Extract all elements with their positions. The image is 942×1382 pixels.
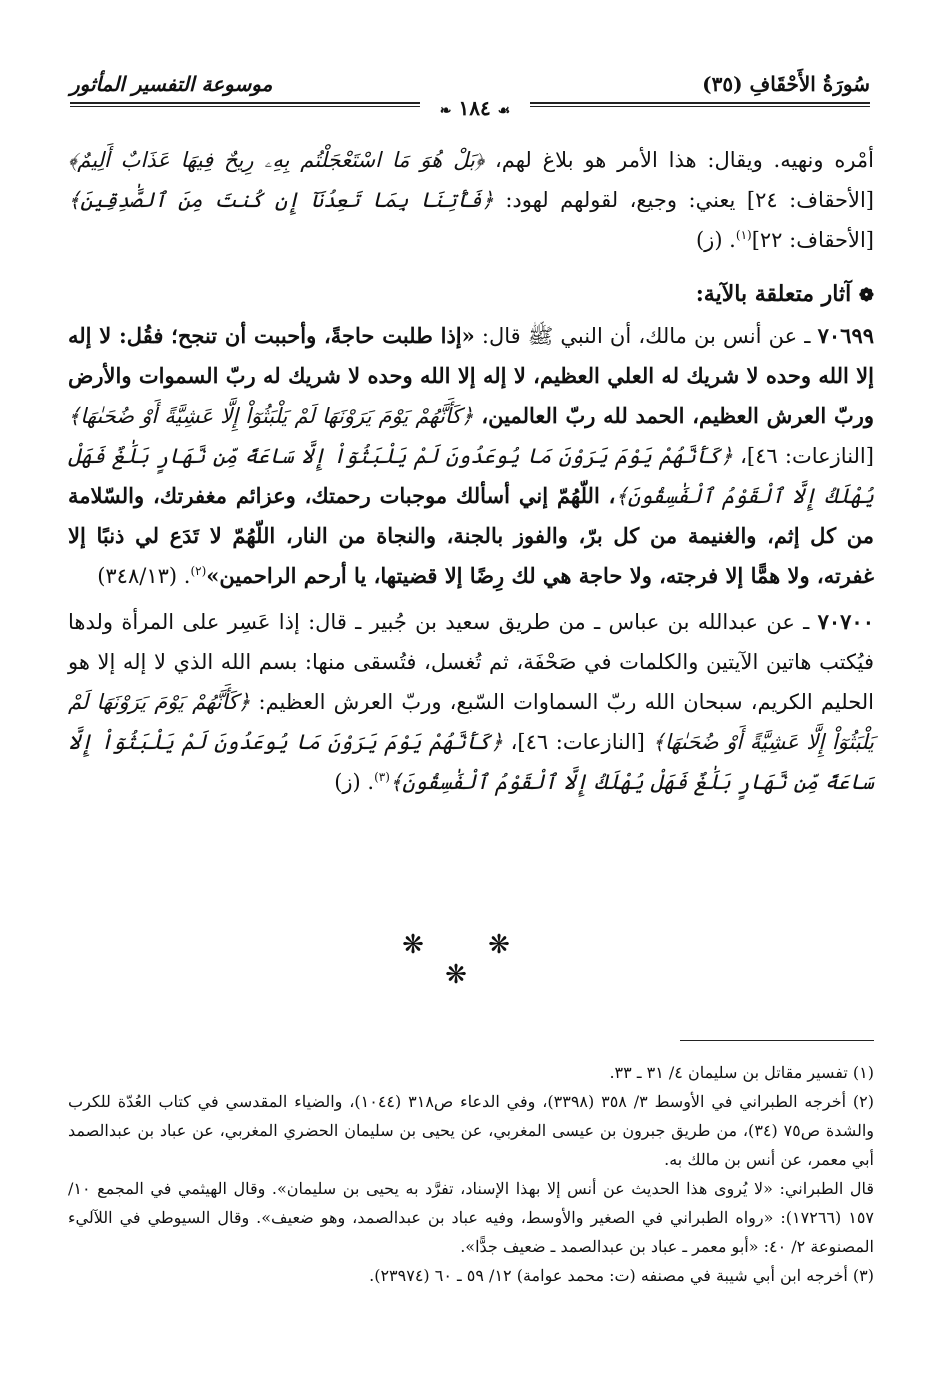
text: ـ عن عبدالله بن عباس ـ من طريق سعيد بن جُبير ـ قال: إذا عَسِر على المرأة ولدها فيُكتب هاتين الآيتين والكلمات في صَحْفَة، ثم تُغسل، فتُسقى منها: بسم الله الذي لا إله إلا هو الحليم الكريم، سبحان الله ربّ السماوات السّبع، وربّ العرش العظيم: <box>68 610 874 714</box>
page-ornament-left-icon: ❧ <box>439 103 452 119</box>
section-heading-text: آثار متعلقة بالآية: <box>695 281 852 307</box>
book-title: موسوعة التفسير المأثور <box>70 72 273 96</box>
page-number: ١٨٤ <box>458 96 491 120</box>
text: [الأحقاف: ٢٢] <box>751 228 874 252</box>
hadith-text: «إذا طلبت حاجةً، وأحببت أن تنجح؛ فقُل: لا إله إلا الله وحده لا شريك له العلي العظيم، لا إله إلا الله وحده لا شريك له ربّ السموات والأرض وربّ العرش العظيم، الحمد لله ربّ العالمين، <box>68 323 875 428</box>
athar-70700 <box>68 602 874 802</box>
hadith-text: ، اللّهُمّ إني أسألك موجبات رحمتك، وعزائم مغفرتك، والسّلامة من كل إثم، والغنيمة من كل برّ، والفوز بالجنة، والنجاة من النار، اللّهُمّ لا تَدَع لي ذنبًا إلا غفرته، ولا همًّا إلا فرجته، ولا حاجة هي لك رِضًا إلا قضيتها، يا أرحم الراحمين» <box>68 483 874 588</box>
quran-quote: ﴿كَأَنَّهُمْ يَوْمَ يَرَوْنَ مَا يُوعَدُونَ لَمْ يَلْبَثُوٓاْ إِلَّا سَاعَةً مِّن نَّهَارٍ بَلَٰغٌ فَهَلْ يُهْلَكُ إِلَّا ٱلْقَوْمُ ٱلْفَٰسِقُونَ﴾ <box>68 730 874 794</box>
main-text <box>68 140 874 802</box>
text: . (ز) <box>334 770 375 794</box>
text: أمْره ونهيه. ويقال: هذا الأمر هو بلاغ لهم، <box>484 148 875 172</box>
footnote-ref[interactable]: (١) <box>735 228 752 242</box>
flower-icon: ❁ <box>858 285 874 306</box>
footnote-2: (٢) أخرجه الطبراني في الأوسط ٣/ ٣٥٨ (٣٣٩٨)، وفي الدعاء ص٣١٨ (١٠٤٤)، والضياء المقدسي في كتاب العُدّة للكرب والشدة ص٧٥ (٣٤)، من طريق جبرون بن عيسى المغربي، عن يحيى بن سليمان الحضري المغربي، عن عباد بن عبدالصمد أبي معمر، عن أنس بن مالك به. <box>68 1092 875 1169</box>
footnote-1: (١) تفسير مقاتل بن سليمان ٤/ ٣١ ـ ٣٣. <box>609 1063 874 1082</box>
page-number-box <box>420 96 530 120</box>
footnote-ref[interactable]: (٢) <box>190 564 207 578</box>
section-divider-icon: ❋ ❋ ❋ <box>402 930 538 990</box>
athar-number: ٧٠٧٠٠ <box>817 609 874 634</box>
surah-title: سُورَةُ الأَحْقَافِ (٣٥) <box>702 72 870 96</box>
quran-quote: ﴿فَأْتِنَا بِمَا تَعِدُنَآ إِن كُنتَ مِنَ ٱلصَّٰدِقِينَ﴾ <box>68 188 494 212</box>
text: [الأحقاف: ٢٤] يعني: وجيع، لقولهم لهود: <box>493 188 875 212</box>
footnotes <box>68 1058 874 1290</box>
text: [النازعات: ٤٦]، <box>732 444 874 468</box>
quran-quote: ﴿بَلْ هُوَ مَا اسْتَعْجَلْتُم بِهِۦ رِيحٌ فِيهَا عَذَابٌ أَلِيمٌ﴾ <box>68 148 485 172</box>
quran-quote: ﴿كَأَنَّهُمْ يَوْمَ يَرَوْنَهَا لَمْ يَلْبَثُوٓاْ إِلَّا عَشِيَّةً أَوْ ضُحَىٰهَا﴾ <box>68 690 874 754</box>
quran-quote: ﴿كَأَنَّهُمْ يَوْمَ يَرَوْنَ مَا يُوعَدُونَ لَمْ يَلْبَثُوٓاْ إِلَّا سَاعَةً مِّن نَّهَارٍ بَلَٰغٌ فَهَلْ يُهْلَكُ إِلَّا ٱلْقَوْمُ ٱلْفَٰسِقُونَ﴾ <box>68 444 874 508</box>
athar-number: ٧٠٦٩٩ <box>817 323 875 348</box>
footnote-ref[interactable]: (٣) <box>374 770 390 784</box>
text: ـ عن أنس بن مالك، أن النبي ﷺ قال: <box>474 324 818 348</box>
text: . (ز) <box>695 228 736 252</box>
section-heading <box>68 274 874 316</box>
paragraph-intro <box>68 140 874 260</box>
footnote-3: (٣) أخرجه ابن أبي شيبة في مصنفه (ت: محمد عوامة) ١٢/ ٥٩ ـ ٦٠ (٢٣٩٧٤). <box>369 1266 874 1285</box>
text: [النازعات: ٤٦]، <box>502 730 653 754</box>
footnote-2-cont: قال الطبراني: «لا يُروى هذا الحديث عن أنس إلا بهذا الإسناد، تفرَّد به يحيى بن سليمان». وقال الهيثمي في المجمع ١٠/ ١٥٧ (١٧٢٦٦): «رواه الطبراني في الصغير والأوسط، وفيه عباد بن عبدالصمد، وهو ضعيف». وقال السيوطي في اللآليء المصنوعة ٢/ ٤٠: «أبو معمر ـ عباد بن عبدالصمد ـ ضعيف جدًّا». <box>68 1179 875 1256</box>
page-ornament-right-icon: ☙ <box>497 103 511 119</box>
text: . (٣٤٨/١٣) <box>97 564 191 588</box>
footnote-rule <box>680 1040 874 1041</box>
athar-70699 <box>68 316 874 596</box>
quran-quote: ﴿كَأَنَّهُمْ يَوْمَ يَرَوْنَهَا لَمْ يَلْبَثُوٓاْ إِلَّا عَشِيَّةً أَوْ ضُحَىٰهَا﴾ <box>68 404 474 428</box>
